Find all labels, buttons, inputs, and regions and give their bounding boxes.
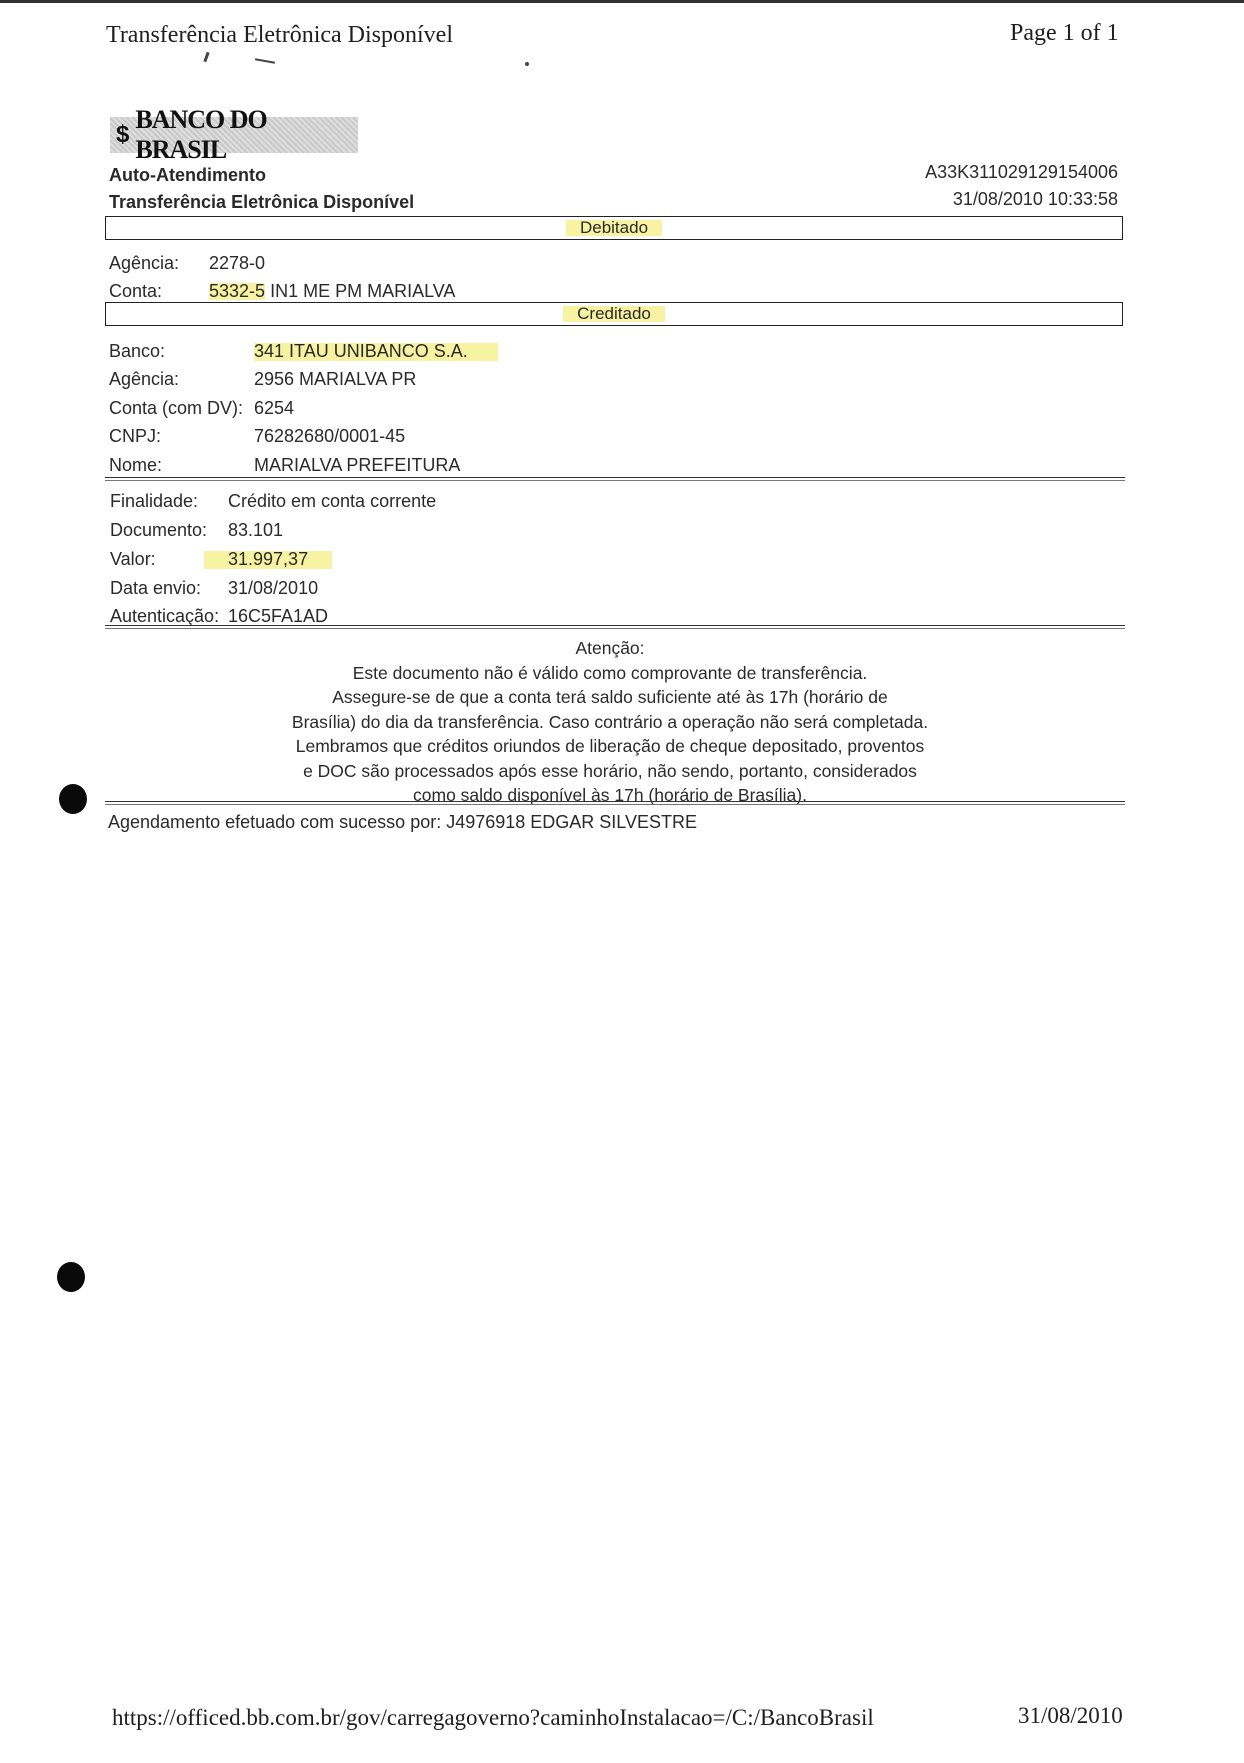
creditado-header-bar: [105, 302, 1123, 326]
scan-mark: [525, 62, 529, 66]
field-label: Agência:: [109, 253, 180, 273]
account-number: 5332-5: [209, 281, 266, 301]
print-header-title: Transferência Eletrônica Disponível: [106, 22, 454, 48]
field-value: 83.101: [228, 520, 284, 540]
page-top-edge: [0, 0, 1244, 3]
field-label: Agência:: [109, 369, 180, 389]
field-value: 6254: [254, 398, 295, 418]
field-label: Conta (com DV):: [109, 398, 244, 418]
section-divider: [105, 477, 1125, 481]
punch-hole: [59, 784, 87, 814]
field-value: 31/08/2010: [228, 578, 319, 598]
bank-symbol-icon: $: [116, 121, 130, 148]
creditado-header: Creditado: [563, 304, 665, 323]
banco-do-brasil-logo: [110, 105, 358, 164]
attention-notice: [200, 636, 1020, 808]
notice-line: como saldo disponível às 17h (horário de Brasília).: [413, 785, 807, 805]
notice-line: Brasília) do dia da transferência. Caso contrário a operação não será completada.: [291, 711, 929, 732]
field-label: Documento:: [110, 520, 208, 540]
field-value: 2278-0: [209, 253, 266, 273]
transaction-datetime: 31/08/2010 10:33:58: [952, 189, 1118, 209]
section-divider: [105, 625, 1125, 629]
field-label: Nome:: [109, 455, 163, 475]
print-page-number: Page 1 of 1: [1010, 20, 1119, 46]
notice-line: e DOC são processados após esse horário, não sendo, portanto, considerados: [303, 760, 917, 781]
punch-hole: [57, 1262, 85, 1292]
field-value: 341 ITAU UNIBANCO S.A.: [254, 341, 498, 362]
debitado-header: Debitado: [566, 218, 662, 237]
field-label: Conta:: [109, 281, 163, 301]
field-label: Finalidade:: [110, 491, 199, 511]
logo-text: BANCO DO BRASIL: [135, 105, 267, 164]
field-label: CNPJ:: [109, 426, 162, 446]
scan-mark: [203, 52, 209, 62]
document-title: Transferência Eletrônica Disponível: [109, 192, 415, 212]
field-label: Valor:: [110, 549, 156, 569]
notice-line: Assegure-se de que a conta terá saldo suficiente até às 17h (horário de: [332, 687, 888, 707]
field-label: Autenticação:: [110, 606, 220, 626]
scheduling-confirmation: Agendamento efetuado com sucesso por: J4976918 EDGAR SILVESTRE: [108, 812, 697, 832]
transaction-code: A33K311029129154006: [925, 162, 1118, 182]
notice-line: Lembramos que créditos oriundos de liberação de cheque depositado, proventos: [295, 736, 925, 756]
field-value: 76282680/0001-45: [254, 426, 406, 446]
print-footer-date: 31/08/2010: [1018, 1703, 1123, 1728]
debitado-header-bar: [105, 216, 1123, 240]
section-divider: [105, 801, 1125, 805]
field-value: Crédito em conta corrente: [228, 491, 437, 511]
account-holder: IN1 ME PM MARIALVA: [265, 281, 456, 301]
field-value: 16C5FA1AD: [228, 606, 329, 626]
system-label: Auto-Atendimento: [109, 165, 266, 185]
notice-heading: Atenção:: [575, 638, 645, 658]
field-value: MARIALVA PREFEITURA: [254, 455, 461, 475]
scan-mark: [255, 58, 275, 63]
print-footer-url: https://officed.bb.com.br/gov/carregagoverno?caminhoInstalacao=/C:/BancoBrasil: [112, 1705, 874, 1730]
field-label: Banco:: [109, 341, 166, 361]
field-label: Data envio:: [110, 578, 202, 598]
notice-line: Este documento não é válido como comprovante de transferência.: [352, 662, 868, 683]
amount-value: 31.997,37: [204, 549, 332, 570]
field-value: 2956 MARIALVA PR: [254, 369, 417, 389]
